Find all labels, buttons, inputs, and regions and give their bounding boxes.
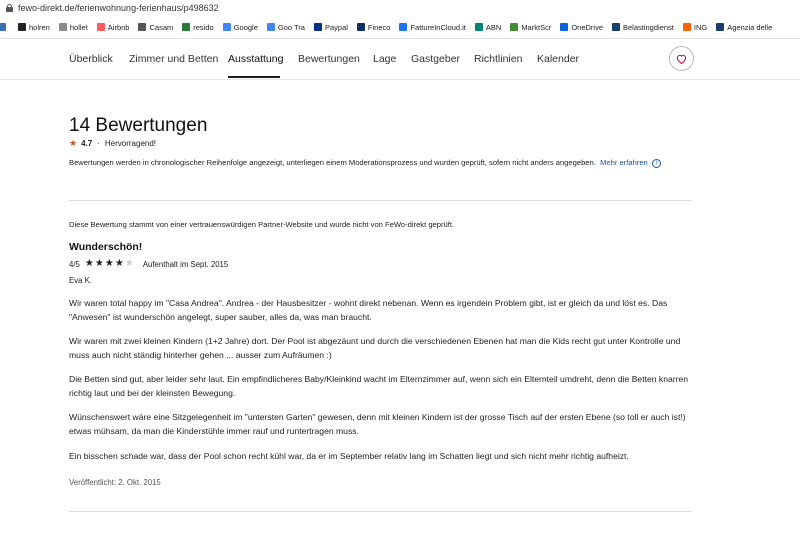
bookmark-label: Paypal [324, 22, 348, 32]
bookmark-label: Google [233, 22, 258, 32]
review-paragraph: Wünschenswert wäre eine Sitzgelegenheit im "untersten Garten" gewesen, denn mit kleinen Kindern ist der grosse Tisch auf der ersten Ebene (so toll er auch ist!) etwas mühsam, da man die Kinderstühle immer rauf und runtertragen muss. [69, 412, 686, 436]
star-filled-icon: ★ [104, 258, 114, 269]
more-info-link[interactable]: Mehr erfahren [600, 158, 648, 167]
heart-icon [676, 54, 687, 64]
tab-zimmer-und-betten[interactable]: Zimmer und Betten [129, 53, 219, 65]
bookmark-icon [59, 23, 67, 31]
onedrive-icon [560, 23, 568, 31]
bookmark-label: hollet [69, 22, 88, 32]
partner-note: Diese Bewertung stammt von einer vertrauenswürdigen Partner-Website und wurde nicht von FeWo-direkt geprüft. [69, 220, 455, 229]
tab-uberblick[interactable]: Überblick [69, 53, 113, 65]
lock-icon [6, 4, 13, 12]
bookmark-label: Fineco [367, 22, 391, 32]
bookmark-item[interactable] [138, 23, 173, 32]
rating-label: Hervorragend! [104, 139, 157, 148]
url-text[interactable]: fewo-direkt.de/ferienwohnung-ferienhaus/p498632 [18, 3, 219, 13]
bookmark-icon [716, 23, 724, 31]
bookmark-item[interactable] [267, 23, 305, 32]
translate-icon [267, 23, 275, 31]
bookmark-label: holren [29, 22, 50, 32]
tab-lage[interactable]: Lage [373, 53, 397, 65]
info-icon[interactable]: i [652, 159, 661, 168]
bookmark-icon [612, 23, 620, 31]
favorite-button[interactable] [669, 46, 694, 71]
paypal-icon [314, 23, 322, 31]
bookmarks-bar [0, 16, 800, 39]
disclaimer-text: Bewertungen werden in chronologischer Reihenfolge angezeigt, unterliegen einem Moderationsprozess und wurden geprüft, sofern nicht anders angegeben. [69, 158, 596, 167]
bookmark-icon [182, 23, 190, 31]
bookmark-label: OneDrive [571, 22, 603, 32]
tab-gastgeber[interactable]: Gastgeber [411, 53, 461, 65]
bookmark-item[interactable] [314, 23, 348, 32]
bookmark-item[interactable] [716, 23, 772, 32]
bookmark-item[interactable] [0, 23, 9, 31]
star-empty-icon: ★ [124, 258, 134, 269]
reviews-title: 14 Bewertungen [69, 115, 208, 136]
bookmark-item[interactable] [357, 23, 391, 32]
review-stars [85, 259, 135, 269]
bookmark-label: resido [193, 22, 214, 32]
star-filled-icon: ★ [114, 258, 124, 269]
bookmark-item[interactable] [399, 23, 465, 32]
bookmark-item[interactable] [59, 23, 88, 32]
google-icon [223, 23, 231, 31]
published-date: Veröffentlicht: 2. Okt. 2015 [69, 478, 161, 487]
bookmark-icon [138, 23, 146, 31]
star-filled-icon: ★ [94, 258, 104, 269]
bookmark-label: Belastingdienst [623, 22, 674, 32]
bookmark-label: ABN [485, 22, 502, 32]
bookmark-item[interactable] [223, 23, 258, 32]
bookmark-icon [399, 23, 407, 31]
bookmark-item[interactable] [560, 23, 603, 32]
bookmark-item[interactable] [510, 23, 551, 32]
bookmark-icon [683, 23, 691, 31]
review-paragraph: Wir waren total happy im "Casa Andrea". Andrea - der Hausbesitzer - wohnt direkt nebenan. Wenn es irgendein Problem gibt, ist er gleich da und löst es. Das "Anwesen" ist wunderschön angelegt, super sauber, alles da, was man braucht. [69, 298, 668, 322]
reviews-disclaimer [69, 157, 689, 168]
review-rating-text: 4/5 [69, 259, 80, 269]
bookmark-label: Airbnb [107, 22, 130, 32]
tab-richtlinien[interactable]: Richtlinien [474, 53, 523, 65]
bookmark-item[interactable] [683, 23, 707, 32]
separator-dot: · [97, 139, 100, 148]
bookmark-icon [0, 23, 6, 31]
bookmark-item[interactable] [18, 23, 50, 32]
tab-ausstattung[interactable]: Ausstattung [228, 53, 284, 65]
airbnb-icon [97, 23, 105, 31]
divider [69, 200, 692, 201]
bookmark-icon [475, 23, 483, 31]
review-paragraph: Die Betten sind gut, aber leider sehr laut. Ein empfindlicheres Baby/Kleinkind wacht im Elternzimmer auf, wenn sich ein Elternteil umdreht, denn die Betten knarren richtig laut und bei der kleinsten Bewegung. [69, 374, 689, 398]
bookmark-label: Casam [149, 22, 174, 32]
bookmark-label: ING [693, 22, 708, 32]
star-icon: ★ [69, 138, 78, 148]
v-icon [18, 23, 26, 31]
divider [69, 511, 692, 512]
bookmark-item[interactable] [612, 23, 674, 32]
active-tab-indicator [228, 76, 280, 78]
review-paragraph: Ein bisschen schade war, dass der Pool schon recht kühl war, da er im September relativ lang im Schatten liegt und sich nicht mehr richtig aufheizt. [69, 451, 629, 461]
bookmark-label: Goo Tra [277, 22, 305, 32]
bookmark-item[interactable] [182, 23, 213, 32]
review-author: Eva K. [69, 276, 92, 285]
stay-date: Aufenthalt im Sept. 2015 [142, 259, 229, 269]
overall-rating [69, 138, 156, 149]
tab-kalender[interactable]: Kalender [537, 53, 580, 65]
bookmark-label: Agenzia delle [727, 22, 773, 32]
rating-score: 4.7 [81, 139, 93, 148]
tab-bewertungen[interactable]: Bewertungen [298, 53, 360, 65]
bookmark-item[interactable] [97, 23, 130, 32]
bookmark-label: FattureInCloud.it [410, 22, 466, 32]
bookmark-label: MarktScr [521, 22, 552, 32]
bookmark-icon [357, 23, 365, 31]
review-paragraph: Wir waren mit zwei kleinen Kindern (1+2 Jahre) dort. Der Pool ist abgezäunt und durch die verschiedenen Ebenen hat man die Kids recht gut unter Kontrolle und muss auch nicht ständig hinterher gehen ... ausser zum Aufräumen :) [69, 336, 681, 360]
bookmark-item[interactable] [475, 23, 501, 32]
star-filled-icon: ★ [84, 258, 94, 269]
address-bar[interactable] [0, 0, 800, 16]
review-title: Wunderschön! [69, 241, 143, 253]
bookmark-icon [510, 23, 518, 31]
review-meta [69, 259, 228, 269]
